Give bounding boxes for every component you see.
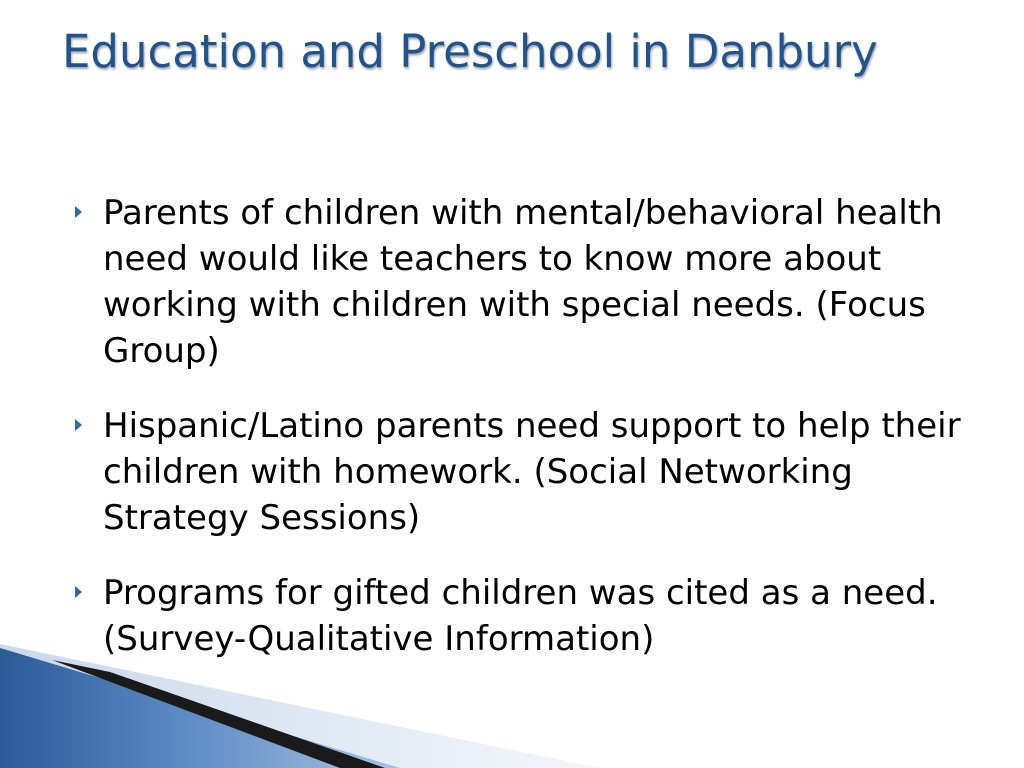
- bullet-list: [74, 190, 994, 691]
- triangle-right-icon: [75, 586, 82, 598]
- bullet-item: [74, 570, 994, 662]
- triangle-right-icon: [75, 419, 82, 431]
- bullet-item: [74, 190, 994, 374]
- slide-title: Education and Preschool in Danbury: [62, 25, 878, 78]
- triangle-right-icon: [75, 206, 82, 218]
- bullet-text: Programs for gifted children was cited as a need. (Survey-Qualitative Information): [103, 573, 938, 659]
- bullet-text: Hispanic/Latino parents need support to help their children with homework. (Social Networking Strategy Sessions): [103, 406, 961, 538]
- bullet-item: [74, 403, 994, 541]
- bullet-text: Parents of children with mental/behavioral health need would like teachers to know more about working with children with special needs. (Focus Group): [103, 193, 943, 371]
